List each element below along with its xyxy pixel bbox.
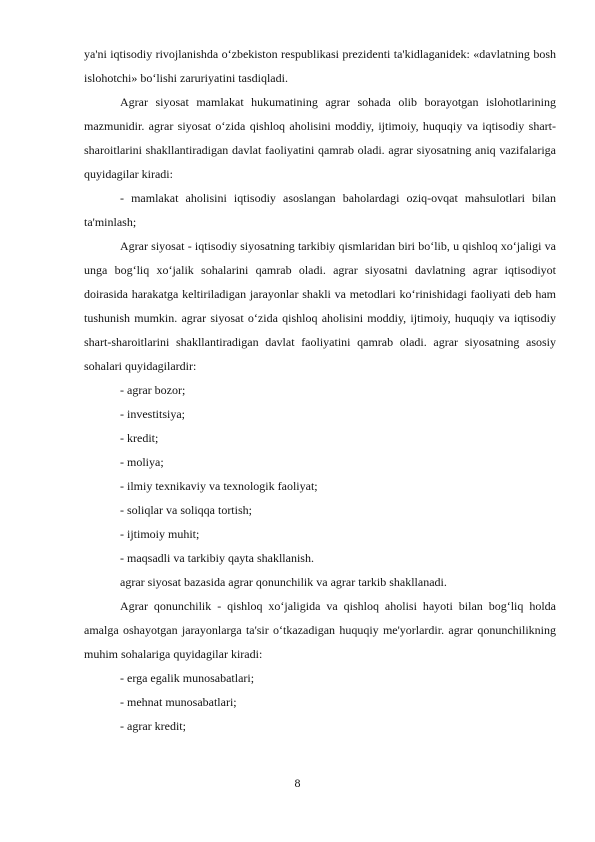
list-item: - mehnat munosabatlari; [120, 695, 237, 709]
paragraph-legislation-basis: agrar siyosat bazasida agrar qonunchilik va agrar tarkib shakllanadi. [120, 575, 447, 589]
policy-areas-list [84, 378, 556, 570]
page-body [84, 42, 556, 738]
list-item: - agrar bozor; [120, 383, 186, 397]
page-number: 8 [294, 776, 301, 790]
paragraph-legislation-definition: Agrar qonunchilik - qishloq xo‘jaligida va qishloq aholisi hayoti bilan bog‘liq holda amalga oshayotgan jarayonlarga ta'sir o‘tkazadigan huquqiy me'yorlardir. agrar qonunchilikning muhim sohalariga quyidagilar kiradi: [84, 599, 556, 661]
list-item: - investitsiya; [120, 407, 185, 421]
list-item: - ilmiy texnikaviy va texnologik faoliyat; [120, 479, 318, 493]
legislation-areas-list [84, 666, 556, 738]
list-item: - soliqlar va soliqqa tortish; [120, 503, 252, 517]
paragraph-agrar-siyosat: Agrar siyosat mamlakat hukumatining agrar sohada olib borayotgan islohotlarining mazmunidir. agrar siyosat o‘zida qishloq aholisini moddiy, ijtimoiy, huquqiy va iqtisodiy shart-sharoitlarini shakllantiradigan davlat faoliyatini qamrab oladi. agrar siyosatning aniq vazifalariga quyidagilar kiradi: [84, 95, 556, 181]
paragraph-intro: ya'ni iqtisodiy rivojlanishda o‘zbekiston respublikasi prezidenti ta'kidlaganidek: «davlatning bosh islohotchi» bo‘lishi zaruriyatini tasdiqladi. [84, 47, 556, 85]
list-item: - maqsadli va tarkibiy qayta shakllanish. [120, 551, 314, 565]
list-item: - agrar kredit; [120, 719, 186, 733]
paragraph-task: - mamlakat aholisini iqtisodiy asoslangan baholardagi oziq-ovqat mahsulotlari bilan ta'minlash; [84, 191, 556, 229]
paragraph-component: Agrar siyosat - iqtisodiy siyosatning tarkibiy qismlaridan biri bo‘lib, u qishloq xo‘jaligi va unga bog‘liq xo‘jalik sohalarini qamrab oladi. agrar siyosatni davlatning agrar iqtisodiyot doirasida harakatga keltiriladigan jarayonlar shakli va metodlari ko‘rinishidagi faoliyati deb ham tushunish mumkin. agrar siyosat o‘zida qishloq aholisini moddiy, ijtimoiy, huquqiy va iqtisodiy shart-sharoitlarini shakllantiradigan davlat faoliyatini qamrab oladi. agrar siyosatning asosiy sohalari quyidagilardir: [84, 239, 556, 373]
list-item: - ijtimoiy muhit; [120, 527, 200, 541]
list-item: - moliya; [120, 455, 164, 469]
list-item: - kredit; [120, 431, 159, 445]
list-item: - erga egalik munosabatlari; [120, 671, 255, 685]
